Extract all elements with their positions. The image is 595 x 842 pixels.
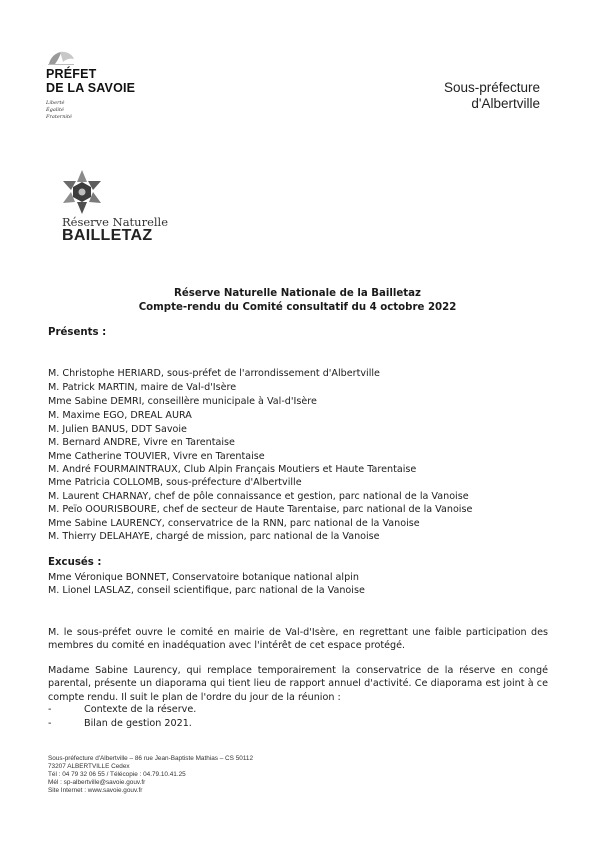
agenda-item: Contexte de la réserve.: [84, 704, 197, 715]
footer-email: Mél : sp-albertville@savoie.gouv.fr: [48, 779, 146, 786]
marianne-emblem-icon: [46, 50, 76, 66]
attendee-line: M. Julien BANUS, DDT Savoie: [48, 424, 187, 435]
agenda-item: Bilan de gestion 2021.: [84, 718, 192, 729]
reserve-logo-name: Réserve Naturelle: [62, 215, 169, 229]
excused-line: Mme Véronique BONNET, Conservatoire botanique national alpin: [48, 572, 359, 583]
footer-phone: Tél : 04 79 32 06 55 / Télécopie : 04.79.10.41.25: [48, 771, 186, 778]
footer-website: Site Internet : www.savoie.gouv.fr: [48, 787, 143, 794]
attendee-line: M. Thierry DELAHAYE, chargé de mission, parc national de la Vanoise: [48, 531, 380, 542]
motto-liberte: Liberté: [46, 100, 65, 106]
excused-line: M. Lionel LASLAZ, conseil scientifique, parc national de la Vanoise: [48, 585, 365, 596]
subprefecture-line2: d'Albertville: [471, 96, 540, 111]
footer-city: 73207 ALBERTVILLE Cedex: [48, 763, 130, 770]
presents-heading: Présents :: [48, 327, 107, 338]
paragraph-diaporama: Madame Sabine Laurency, qui remplace temporairement la conservatrice de la réserve en congé parental, présente un diaporama qui tient lieu de rapport annuel d'activité. Ce diaporama est joint à ce compte rendu. Il suit le plan de l'ordre du jour de la réunion :: [48, 665, 548, 703]
attendee-line: M. André FOURMAINTRAUX, Club Alpin Français Moutiers et Haute Tarentaise: [48, 464, 417, 475]
footer-address: Sous-préfecture d'Albertville – 86 rue Jean-Baptiste Mathias – CS 50112: [48, 755, 254, 762]
prefet-title-line2: DE LA SAVOIE: [46, 81, 136, 95]
bullet-mark: -: [48, 704, 52, 715]
attendee-line: M. Maxime EGO, DREAL AURA: [48, 410, 192, 421]
motto-fraternite: Fraternité: [46, 114, 72, 120]
attendee-line: Mme Patricia COLLOMB, sous-préfecture d'Albertville: [48, 477, 302, 488]
document-title: Réserve Naturelle Nationale de la Bailletaz: [174, 288, 421, 299]
attendee-line: M. Christophe HERIARD, sous-préfet de l'arrondissement d'Albertville: [48, 368, 380, 379]
attendee-line: M. Laurent CHARNAY, chef de pôle connaissance et gestion, parc national de la Vanoise: [48, 491, 469, 502]
prefet-title-line1: PRÉFET: [46, 67, 97, 81]
paragraph-opening: M. le sous-préfet ouvre le comité en mairie de Val-d'Isère, en regrettant une faible participation des membres du comité en inadéquation avec l'intérêt de cet espace protégé.: [48, 627, 548, 652]
attendee-line: Mme Sabine LAURENCY, conservatrice de la RNN, parc national de la Vanoise: [48, 518, 420, 529]
reserve-flower-logo-icon: [58, 168, 106, 216]
attendee-line: M. Bernard ANDRE, Vivre en Tarentaise: [48, 437, 235, 448]
document-subtitle: Compte-rendu du Comité consultatif du 4 octobre 2022: [138, 302, 457, 313]
subprefecture-line1: Sous-préfecture: [443, 80, 540, 95]
excuses-heading: Excusés :: [48, 557, 102, 568]
attendee-line: Mme Catherine TOUVIER, Vivre en Tarentaise: [48, 451, 265, 462]
reserve-logo-title: BAILLETAZ: [62, 227, 153, 244]
attendee-line: Mme Sabine DEMRI, conseillère municipale à Val-d'Isère: [48, 396, 317, 407]
attendee-line: M. Patrick MARTIN, maire de Val-d'Isère: [48, 382, 237, 393]
attendee-line: M. Peïo OOURISBOURE, chef de secteur de Haute Tarentaise, parc national de la Vanoise: [48, 504, 473, 515]
bullet-mark: -: [48, 718, 52, 729]
motto-egalite: Égalité: [46, 107, 64, 113]
